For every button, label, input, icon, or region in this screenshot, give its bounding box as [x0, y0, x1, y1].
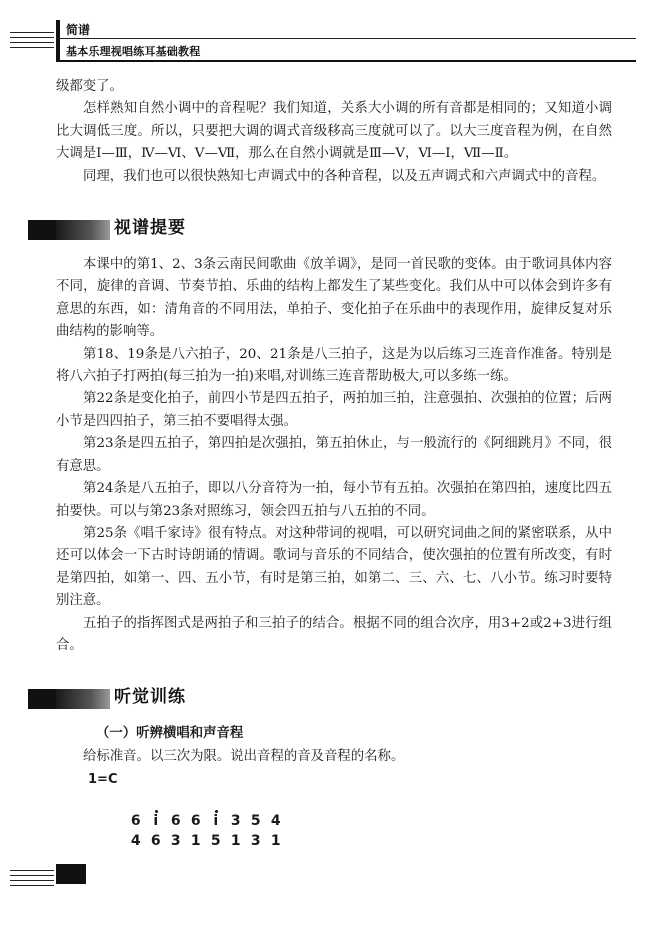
page-content	[56, 76, 612, 768]
note-high: i	[206, 813, 226, 829]
key-signature: 1=C	[88, 772, 118, 787]
paragraph: 第18、19条是八六拍子，20、21条是八三拍子，这是为以后练习三连音作准备。特别是将八六拍子打两拍(每三拍为一拍)来唱,对训练三连音帮助极大,可以多练一练。	[56, 346, 612, 385]
note: 3	[250, 833, 261, 849]
note: 6	[130, 813, 141, 829]
paragraph: 第23条是四五拍子，第四拍是次强拍，第五拍休止，与一般流行的《阿细跳月》不同，很有意思。	[56, 436, 612, 474]
note: 1	[270, 833, 281, 849]
header-divider	[56, 60, 636, 62]
note: 1	[190, 833, 201, 849]
note-high: i	[146, 813, 166, 829]
note: 6	[170, 813, 181, 829]
footer-decor-lines	[10, 870, 54, 890]
note: 5	[250, 813, 261, 829]
heading-gradient	[56, 220, 110, 240]
note: 1	[230, 833, 241, 849]
heading-block	[28, 689, 56, 709]
heading-block	[28, 220, 56, 240]
section-title: 听觉训练	[114, 687, 186, 708]
paragraph: 五拍子的指挥图式是两拍子和三拍子的结合。根据不同的组合次序，用3+2或2+3进行组合。	[56, 615, 612, 653]
paragraph: 第24条是八五拍子，即以八分音符为一拍，每小节有五拍。次强拍在第四拍，速度比四五拍要快。可以与第23条对照练习，领会四五拍与八五拍的不同。	[56, 481, 612, 519]
header-title: 简谱	[66, 23, 91, 37]
header-decor-lines	[10, 32, 54, 52]
intro-paragraph-1: 级都变了。	[56, 79, 123, 94]
instruction-text: 给标准音。以三次为限。说出音程的音及音程的名称。	[83, 748, 405, 764]
paragraph: 第25条《唱千家诗》很有特点。对这种带词的视唱，可以研究词曲之间的紧密联系，从中还可以体会一下古时诗朗诵的情调。歌词与音乐的不同结合，使次强拍的位置有所改变，有时是第四拍，如第一、四、五小节，有时是第三拍，如第二、三、六、七、八小节。练习时要特别注意。	[56, 525, 612, 609]
note: 3	[170, 833, 181, 849]
note: 5	[210, 833, 221, 849]
intro-paragraph-2: 怎样熟知自然小调中的音程呢？我们知道，关系大小调的所有音都是相同的；又知道小调比大调低三度。所以，只要把大调的调式音级移高三度就可以了。以大三度音程为例，在自然大调是Ⅰ—Ⅲ，Ⅳ—Ⅵ、Ⅴ—Ⅶ，那么在自然小调就是Ⅲ—Ⅴ，Ⅵ—Ⅰ，Ⅶ—Ⅱ。	[56, 101, 612, 162]
paragraph: 本课中的第1、2、3条云南民间歌曲《放羊调》，是同一首民歌的变体。由于歌词具体内容不同，旋律的音调、节奏节拍、乐曲的结构上都发生了某些变化。我们从中可以体会到许多有意思的东西，如：清角音的不同用法，单拍子、变化拍子在乐曲中的表现作用，旋律反复对乐曲结构的影响等。	[56, 257, 612, 340]
note: 4	[270, 813, 281, 829]
note: 6	[150, 833, 161, 849]
paragraph: 第22条是变化拍子，前四小节是四五拍子，两拍加三拍，注意强拍、次强拍的位置；后两小节是四四拍子，第三拍不要唱得太强。	[56, 391, 612, 429]
header-divider-thin	[56, 38, 636, 39]
section-title: 视谱提要	[114, 218, 186, 239]
subsection-heading: （一）听辨横唱和声音程	[96, 726, 244, 742]
notation-row-lower	[116, 817, 286, 849]
note: 6	[190, 813, 201, 829]
footer-block	[56, 864, 86, 884]
note: 3	[230, 813, 241, 829]
header-bar	[56, 20, 60, 60]
header-subtitle: 基本乐理视唱练耳基础教程	[66, 45, 201, 58]
section-heading-score-notes	[28, 216, 612, 244]
section-heading-ear-training	[28, 685, 612, 713]
note: 4	[130, 833, 141, 849]
intro-paragraph-3: 同理，我们也可以很快熟知七声调式中的各种音程，以及五声调式和六声调式中的音程。	[83, 168, 606, 184]
heading-gradient	[56, 689, 110, 709]
